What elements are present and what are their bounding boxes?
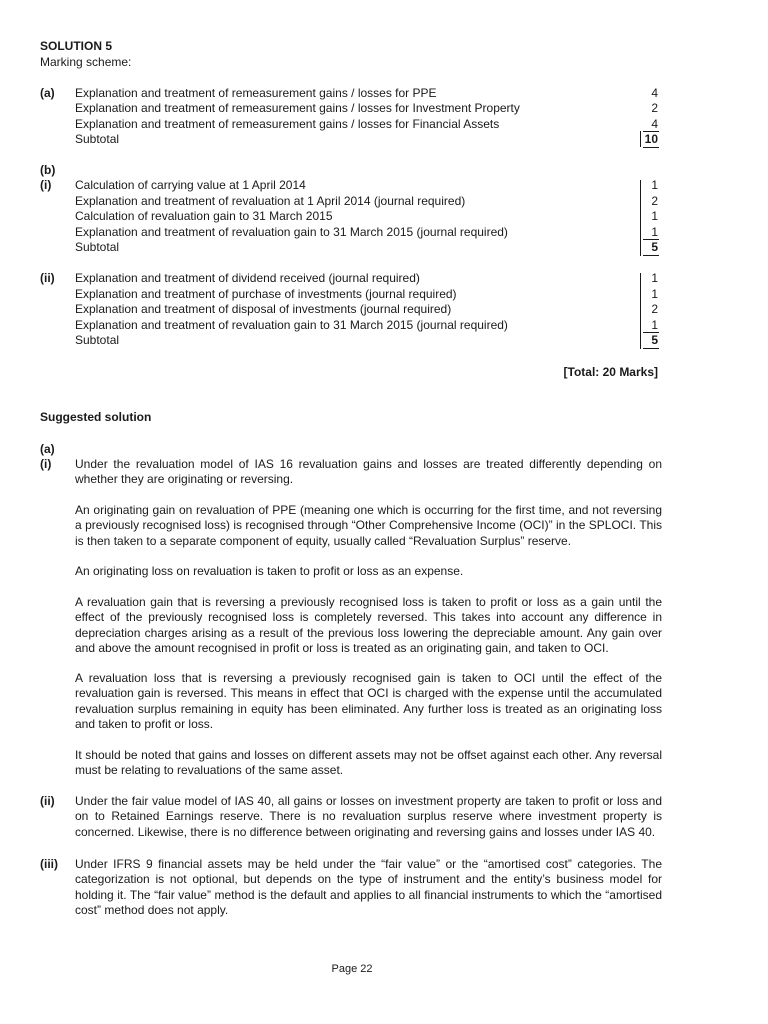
part-b-i-subtotal-rule — [643, 239, 659, 240]
page-number: Page 22 — [331, 963, 373, 975]
part-b-i-item-1: Calculation of carrying value at 1 April 2014 — [75, 178, 306, 192]
part-a-item-1: Explanation and treatment of remeasurement gains / losses for PPE — [75, 86, 437, 100]
part-a-label: (a) — [40, 86, 55, 100]
total-marks: [Total: 20 Marks] — [563, 365, 658, 379]
part-a-marks-1: 4 — [651, 86, 658, 100]
part-b-ii-marks-3: 2 — [651, 302, 658, 316]
part-b-ii-item-2: Explanation and treatment of purchase of investments (journal required) — [75, 287, 457, 301]
paragraph-i-2: An originating gain on revaluation of PPE (meaning one which is occurring for the first time, and not reversing a previously recognised loss) is recognised through “Other Comprehensive Income (OCI)” in the SPLOCI. This is then taken to a separate component of equity, usually called “Revaluation Surplus” reserve. — [75, 503, 662, 548]
suggested-solution-heading: Suggested solution — [40, 410, 152, 424]
part-b-label: (b) — [40, 163, 56, 177]
paragraph-iii: Under IFRS 9 financial assets may be held under the “fair value” or the “amortised cost” categories. The categorization is not optional, but depends on the type of instrument and the entity’s business model for holding it. The “fair value” method is the default and applies to all financial instruments to which the “amortised cost” method does not apply. — [75, 857, 662, 918]
paragraph-i-4: A revaluation gain that is reversing a previously recognised loss is taken to profit or loss as a gain until the effect of the previously recognised loss is completely reversed. This takes into account any difference in depreciation charges arising as a result of the previous loss lowering the depreciable amount. Any gain over and above the amount recognised in profit or loss is treated as an originating gain, and taken to OCI. — [75, 595, 662, 656]
part-a-marks-2: 2 — [651, 101, 658, 115]
part-a-marks-3: 4 — [651, 117, 658, 131]
part-b-ii-subtotal-rule — [643, 332, 659, 333]
part-a-subtotal-label: Subtotal — [75, 132, 120, 146]
solution-iii-label: (iii) — [40, 857, 58, 871]
solution-a-label: (a) — [40, 442, 55, 456]
part-b-ii-marks-2: 1 — [651, 287, 658, 301]
part-b-ii-subtotal-label: Subtotal — [75, 333, 120, 347]
part-b-ii-subtotal-underline — [643, 348, 659, 349]
part-a-subtotal-marks: 10 — [644, 132, 658, 146]
solution-ii-label: (ii) — [40, 794, 55, 808]
part-a-subtotal-bracket — [640, 131, 660, 147]
part-b-i-marks-3: 1 — [651, 209, 658, 223]
solution-i-label: (i) — [40, 457, 52, 471]
part-b-i-item-4: Explanation and treatment of revaluation gain to 31 March 2015 (journal required) — [75, 225, 508, 239]
part-b-i-marks-2: 2 — [651, 194, 658, 208]
part-a-subtotal-underline — [643, 147, 659, 148]
part-b-ii-item-3: Explanation and treatment of disposal of investments (journal required) — [75, 302, 452, 316]
part-b-i-bracket — [640, 180, 660, 256]
part-b-ii-label: (ii) — [40, 271, 55, 285]
solution-title: SOLUTION 5 — [40, 39, 113, 53]
part-b-ii-bracket — [640, 273, 660, 349]
paragraph-ii: Under the fair value model of IAS 40, all gains or losses on investment property are taken to profit or loss and on to Retained Earnings reserve. There is no revaluation surplus reserve where investment property is concerned. Likewise, there is no difference between originating and reversing gains and losses under IAS 40. — [75, 794, 662, 839]
part-a-subtotal-rule — [643, 131, 659, 132]
part-b-i-subtotal-marks: 5 — [651, 240, 658, 254]
part-b-i-marks-4: 1 — [651, 225, 658, 239]
part-b-ii-subtotal-marks: 5 — [651, 333, 658, 347]
part-b-ii-marks-4: 1 — [651, 318, 658, 332]
part-b-ii-item-4: Explanation and treatment of revaluation gain to 31 March 2015 (journal required) — [75, 318, 508, 332]
marking-scheme-label: Marking scheme: — [40, 55, 132, 69]
part-a-item-2: Explanation and treatment of remeasurement gains / losses for Investment Property — [75, 101, 520, 115]
part-b-ii-item-1: Explanation and treatment of dividend received (journal required) — [75, 271, 420, 285]
paragraph-i-6: It should be noted that gains and losses on different assets may not be offset against each other. Any reversal must be relating to revaluations of the same asset. — [75, 748, 662, 778]
paragraph-i-5: A revaluation loss that is reversing a previously recognised gain is taken to OCI until the effect of the revaluation gain is reversed. This means in effect that OCI is charged with the expense until the accumulated revaluation surplus remaining in equity has been eliminated. Any further loss is treated as an originating loss and taken to profit or loss. — [75, 671, 662, 732]
part-b-i-label: (i) — [40, 178, 52, 192]
part-b-i-subtotal-label: Subtotal — [75, 240, 120, 254]
paragraph-i-3: An originating loss on revaluation is taken to profit or loss as an expense. — [75, 564, 464, 578]
part-b-i-subtotal-underline — [643, 255, 659, 256]
paragraph-i-1: Under the revaluation model of IAS 16 revaluation gains and losses are treated differently depending on whether they are originating or reversing. — [75, 457, 662, 487]
part-b-i-marks-1: 1 — [651, 178, 658, 192]
part-b-ii-marks-1: 1 — [651, 271, 658, 285]
part-b-i-item-3: Calculation of revaluation gain to 31 March 2015 — [75, 209, 333, 223]
part-a-item-3: Explanation and treatment of remeasurement gains / losses for Financial Assets — [75, 117, 500, 131]
part-b-i-item-2: Explanation and treatment of revaluation at 1 April 2014 (journal required) — [75, 194, 466, 208]
